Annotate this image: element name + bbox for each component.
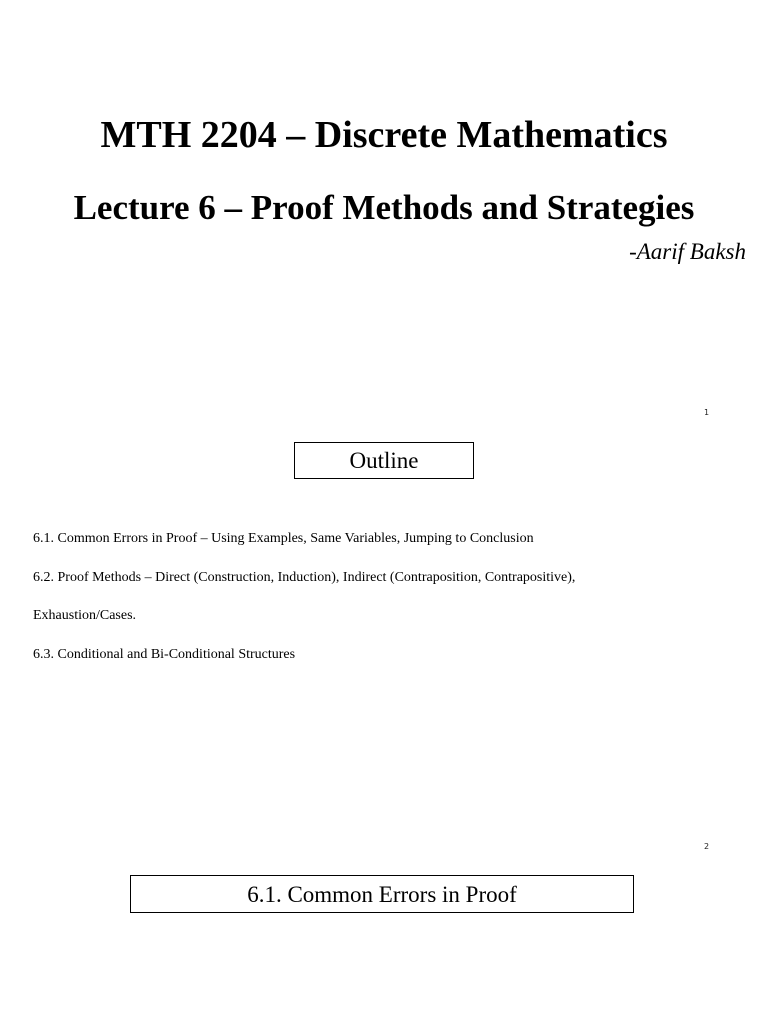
outline-item-6-2-continued: Exhaustion/Cases. (33, 608, 137, 623)
section-heading-box (130, 875, 634, 913)
outline-item-6-2: 6.2. Proof Methods – Direct (Construction, Induction), Indirect (Contraposition, Contrapositive), (33, 570, 576, 585)
outline-heading: Outline (349, 448, 419, 473)
course-title: MTH 2204 – Discrete Mathematics (100, 114, 668, 156)
outline-item-6-3: 6.3. Conditional and Bi-Conditional Structures (33, 647, 296, 662)
page-number-1: 1 (704, 408, 710, 417)
outline-heading-box (294, 442, 474, 479)
author-name: -Aarif Baksh (629, 239, 746, 264)
outline-item-6-1: 6.1. Common Errors in Proof – Using Examples, Same Variables, Jumping to Conclusion (33, 531, 534, 546)
page-number-2: 2 (704, 842, 710, 851)
lecture-title: Lecture 6 – Proof Methods and Strategies (73, 188, 695, 227)
section-heading: 6.1. Common Errors in Proof (247, 882, 517, 907)
